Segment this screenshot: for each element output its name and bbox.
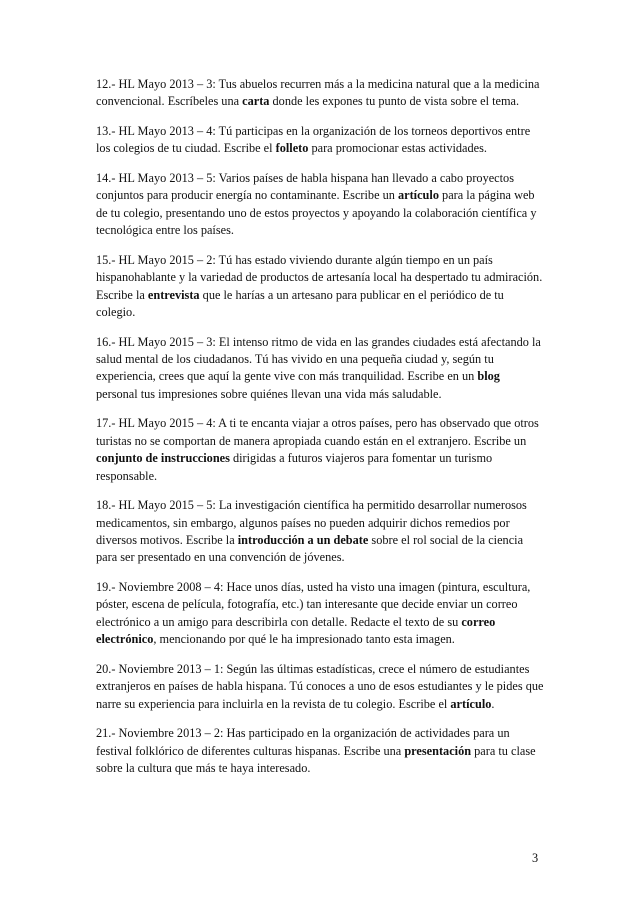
prompt-item-13: [96, 123, 544, 158]
prompt-text: 17.- HL Mayo 2015 – 4: A ti te encanta viajar a otros países, pero has observado que otros turistas no se comportan de manera apropiada cuando están en el extranjero. Escribe un: [96, 416, 539, 448]
prompt-item-14: [96, 170, 544, 240]
text-type-keyword: conjunto de instrucciones: [96, 451, 230, 466]
prompt-text: 16.- HL Mayo 2015 – 3: El intenso ritmo de vida en las grandes ciudades está afectando la salud mental de los ciudadanos. Tú has vivido en una pequeña ciudad y, según tu experiencia, crees que aquí la gente vive con más tranquilidad. Escribe en un: [96, 334, 541, 384]
prompt-text: donde les expones tu punto de vista sobre el tema.: [269, 94, 520, 109]
prompt-text: para la página web de tu colegio, presentando uno de estos proyectos y apoyando la colaboración científica y tecnológica entre los países.: [96, 188, 537, 238]
text-type-keyword: correo electrónico: [96, 614, 496, 647]
prompt-text: dirigidas a futuros viajeros para fomentar un turismo responsable.: [96, 451, 493, 483]
prompt-text: 18.- HL Mayo 2015 – 5: La investigación científica ha permitido desarrollar numerosos medicamentos, sin embargo, algunos países no pueden adquirir dichos remedios por diversos motivos. Escribe la: [96, 498, 527, 548]
text-type-keyword: entrevista: [147, 287, 200, 302]
prompt-item-21: [96, 725, 544, 777]
page-number: 3: [532, 851, 539, 865]
prompt-item-12: [96, 76, 544, 111]
prompt-text: 12.- HL Mayo 2013 – 3: Tus abuelos recurren más a la medicina natural que a la medicina convencional. Escríbeles una: [96, 77, 540, 109]
prompt-item-16: [96, 334, 544, 404]
prompt-text: sobre el rol social de la ciencia para ser presentado en una convención de jóvenes.: [96, 533, 524, 565]
text-type-keyword: artículo: [397, 188, 439, 203]
prompt-text: .: [491, 696, 495, 711]
prompt-text: 20.- Noviembre 2013 – 1: Según las últimas estadísticas, crece el número de estudiantes extranjeros en países de habla hispana. Tú conoces a uno de esos estudiantes y le pides que narre su experiencia para incluirla en la revista de tu colegio. Escribe el: [96, 661, 544, 711]
prompt-text: , mencionando por qué le ha impresionado tanto esta imagen.: [153, 632, 455, 647]
prompt-text: que le harías a un artesano para publicar en el periódico de tu colegio.: [96, 287, 504, 320]
prompt-text: 14.- HL Mayo 2013 – 5: Varios países de habla hispana han llevado a cabo proyectos conjuntos para producir energía no contaminante. Escribe un: [96, 171, 514, 203]
prompt-item-18: [96, 497, 544, 567]
prompt-text: para tu clase sobre la cultura que más te haya interesado.: [96, 743, 536, 776]
text-type-keyword: folleto: [275, 141, 309, 156]
prompt-text: personal tus impresiones sobre quiénes llevan una vida más saludable.: [96, 386, 442, 401]
prompt-text: 15.- HL Mayo 2015 – 2: Tú has estado viviendo durante algún tiempo en un país hispanohablante y la variedad de productos de artesanía local ha despertado tu admiración. Escribe la: [96, 252, 543, 302]
text-type-keyword: artículo: [450, 696, 492, 711]
prompt-list: [96, 76, 544, 790]
prompt-item-20: [96, 661, 544, 713]
prompt-text: 21.- Noviembre 2013 – 2: Has participado en la organización de actividades para un festival folklórico de diferentes culturas hispanas. Escribe una: [96, 726, 510, 758]
prompt-item-17: [96, 415, 544, 485]
prompt-text: 13.- HL Mayo 2013 – 4: Tú participas en la organización de los torneos deportivos entre los colegios de tu ciudad. Escribe el: [96, 124, 531, 156]
prompt-item-15: [96, 252, 544, 322]
text-type-keyword: carta: [242, 94, 270, 109]
text-type-keyword: blog: [477, 369, 500, 384]
prompt-text: para promocionar estas actividades.: [308, 141, 487, 156]
text-type-keyword: introducción a un debate: [237, 533, 369, 548]
prompt-item-19: [96, 579, 544, 649]
text-type-keyword: presentación: [404, 743, 472, 758]
prompt-text: 19.- Noviembre 2008 – 4: Hace unos días, usted ha visto una imagen (pintura, escultura, póster, escena de película, fotografía, etc.) tan interesante que decide enviar un correo electrónico a un amigo para describirla con detalle. Redacte el texto de su: [96, 580, 531, 629]
